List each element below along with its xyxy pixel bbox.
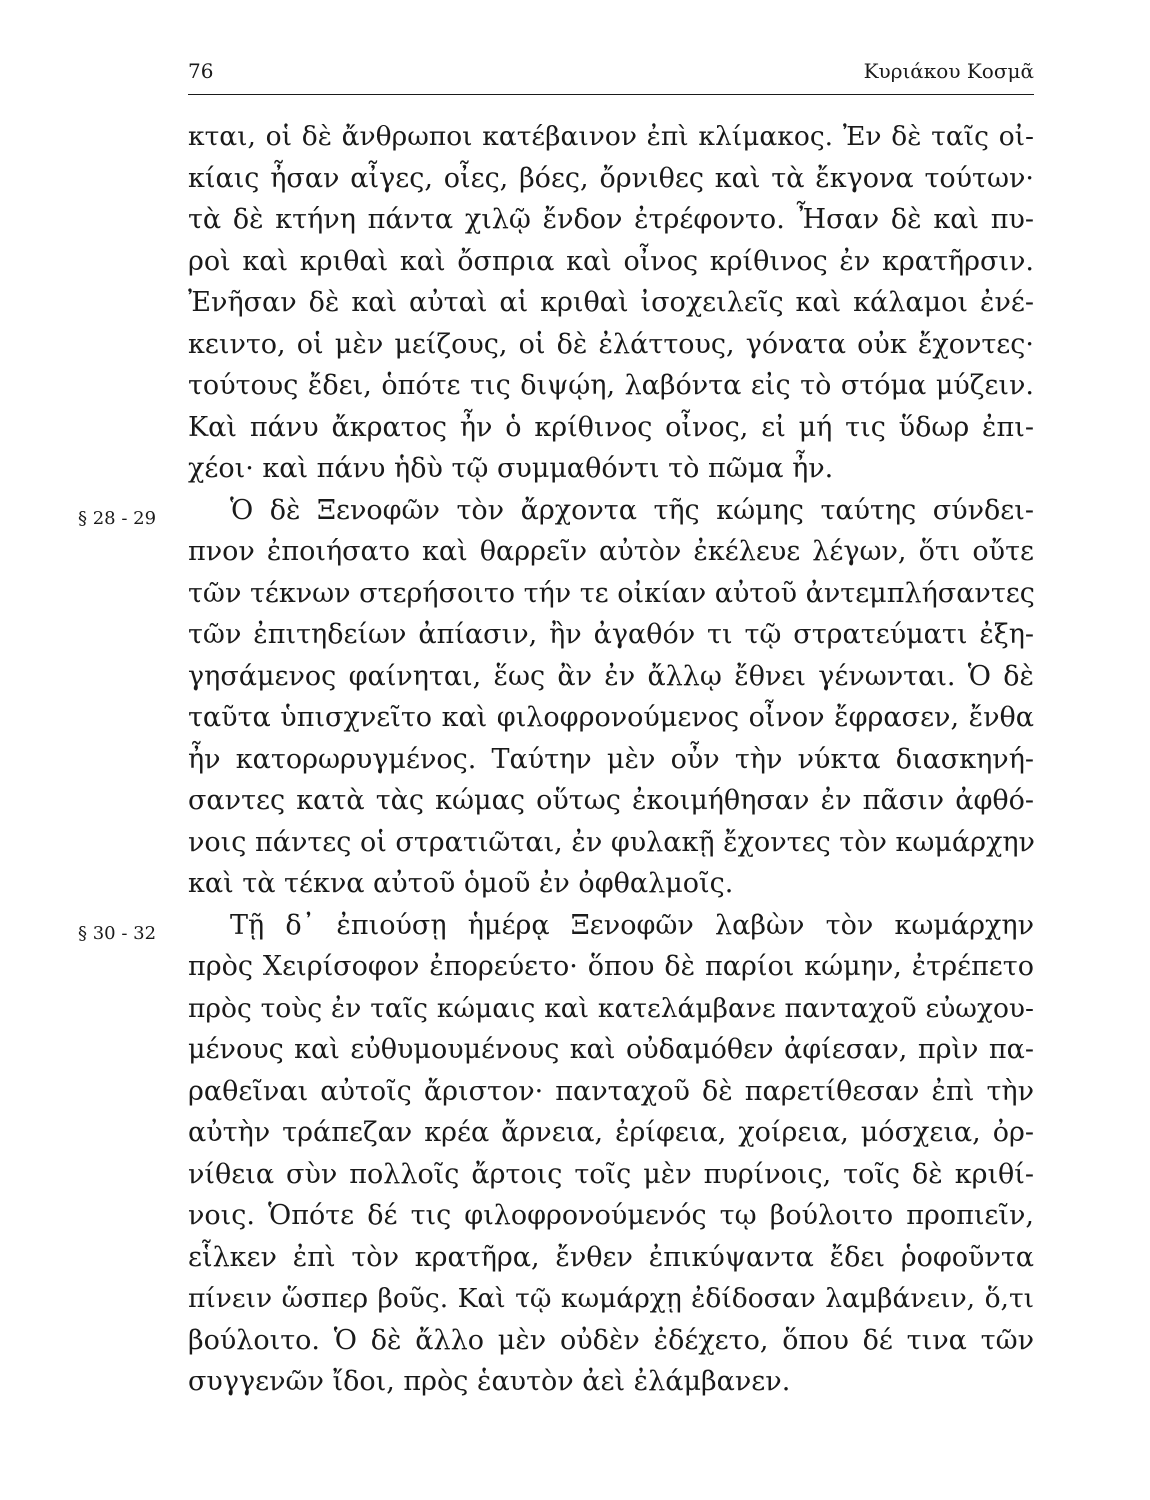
text-line: Καὶ πάνυ ἄκρατος ἦν ὁ κρίθινος οἶνος, εἰ μή τις ὕδωρ ἐπι- <box>188 411 1034 443</box>
text-line: νοις. Ὁπότε δέ τις φιλοφρονούμενός τῳ βούλοιτο προπιεῖν, <box>188 1200 1034 1231</box>
text-line: πνον ἐποιήσατο καὶ θαρρεῖν αὐτὸν ἐκέλευε λέγων, ὅτι οὔτε <box>188 536 1034 567</box>
text-line: πρὸς τοὺς ἐν ταῖς κώμαις καὶ κατελάμβανε πανταχοῦ εὐωχου- <box>188 992 1034 1024</box>
text-line: πρὸς Χειρίσοφον ἐπορεύετο· ὅπου δὲ παρίοι κώμην, ἐτρέπετο <box>188 951 1034 982</box>
text-line: ἦν κατορωρυγμένος. Ταύτην μὲν οὖν τὴν νύκτα διασκηνή- <box>188 743 1034 775</box>
text-line: χέοι· καὶ πάνυ ἡδὺ τῷ συμμαθόντι τὸ πῶμα ἦν. <box>188 453 834 484</box>
text-line: τὰ δὲ κτήνη πάντα χιλῷ ἔνδον ἐτρέφοντο. Ἦσαν δὲ καὶ πυ- <box>188 204 1034 235</box>
text-line: βούλοιτο. Ὁ δὲ ἄλλο μὲν οὐδὲν ἐδέχετο, ὅπου δέ τινα τῶν <box>188 1324 1034 1356</box>
text-line: γησάμενος φαίνηται, ἕως ἂν ἐν ἄλλῳ ἔθνει γένωνται. Ὁ δὲ <box>188 660 1034 692</box>
text-line: ροὶ καὶ κριθαὶ καὶ ὄσπρια καὶ οἶνος κρίθινος ἐν κρατῆρσιν. <box>188 245 1034 277</box>
text-line: καὶ τὰ τέκνα αὐτοῦ ὁμοῦ ἐν ὀφθαλμοῖς. <box>188 868 734 899</box>
text-line: κίαις ἦσαν αἶγες, οἶες, βόες, ὄρνιθες καὶ τὰ ἔκγονα τούτων· <box>188 162 1034 194</box>
text-line: σαντες κατὰ τὰς κώμας οὕτως ἐκοιμήθησαν ἐν πᾶσιν ἀφθό- <box>188 785 1034 816</box>
page-header <box>188 58 1034 88</box>
header-rule <box>188 94 1034 95</box>
paragraph-start-line: Ὁ δὲ Ξενοφῶν τὸν ἄρχοντα τῆς κώμης ταύτης σύνδει- <box>230 494 1034 526</box>
text-line: κειντο, οἱ μὲν μείζους, οἱ δὲ ἐλάττους, γόνατα οὐκ ἔχοντες· <box>188 328 1034 360</box>
text-line: νίθεια σὺν πολλοῖς ἄρτοις τοῖς μὲν πυρίνοις, τοῖς δὲ κριθί- <box>188 1158 1034 1190</box>
text-line: αὐτὴν τράπεζαν κρέα ἄρνεια, ἐρίφεια, χοίρεια, μόσχεια, ὀρ- <box>188 1117 1034 1148</box>
paragraph-start-line: Τῇ δ᾽ ἐπιούσῃ ἡμέρᾳ Ξενοφῶν λαβὼν τὸν κωμάρχην <box>230 909 1034 941</box>
text-line: Ἐνῆσαν δὲ καὶ αὐταὶ αἱ κριθαὶ ἰσοχειλεῖς καὶ κάλαμοι ἐνέ- <box>188 287 1034 318</box>
margin-note-section-30-32: § 30 - 32 <box>78 923 157 944</box>
text-line: πίνειν ὥσπερ βοῦς. Καὶ τῷ κωμάρχῃ ἐδίδοσαν λαμβάνειν, ὅ,τι <box>188 1283 1034 1314</box>
text-line: τῶν ἐπιτηδείων ἀπίασιν, ἢν ἀγαθόν τι τῷ στρατεύματι ἐξη- <box>188 619 1034 650</box>
text-line: ραθεῖναι αὐτοῖς ἄριστον· πανταχοῦ δὲ παρετίθεσαν ἐπὶ τὴν <box>188 1075 1034 1107</box>
text-line: τῶν τέκνων στερήσοιτο τήν τε οἰκίαν αὐτοῦ ἀντεμπλήσαντες <box>188 577 1035 609</box>
body-text <box>188 116 1034 1403</box>
page-number: 76 <box>188 59 214 83</box>
text-line: συγγενῶν ἴδοι, πρὸς ἑαυτὸν ἀεὶ ἐλάμβανεν. <box>188 1366 791 1397</box>
text-line: τούτους ἔδει, ὁπότε τις διψῴη, λαβόντα εἰς τὸ στόμα μύζειν. <box>188 370 1034 401</box>
text-line: κται, οἱ δὲ ἄνθρωποι κατέβαινον ἐπὶ κλίμακος. Ἐν δὲ ταῖς οἰ- <box>188 121 1034 152</box>
margin-note-section-28-29: § 28 - 29 <box>78 508 157 529</box>
running-head: Κυριάκου Κοσμᾶ <box>863 59 1034 83</box>
text-line: νοις πάντες οἱ στρατιῶται, ἐν φυλακῇ ἔχοντες τὸν κωμάρχην <box>188 826 1035 858</box>
text-line: εἷλκεν ἐπὶ τὸν κρατῆρα, ἔνθεν ἐπικύψαντα ἔδει ῥοφοῦντα <box>188 1241 1034 1273</box>
text-line: μένους καὶ εὐθυμουμένους καὶ οὐδαμόθεν ἀφίεσαν, πρὶν πα- <box>188 1034 1034 1065</box>
text-line: ταῦτα ὑπισχνεῖτο καὶ φιλοφρονούμενος οἶνον ἔφρασεν, ἔνθα <box>188 702 1034 733</box>
